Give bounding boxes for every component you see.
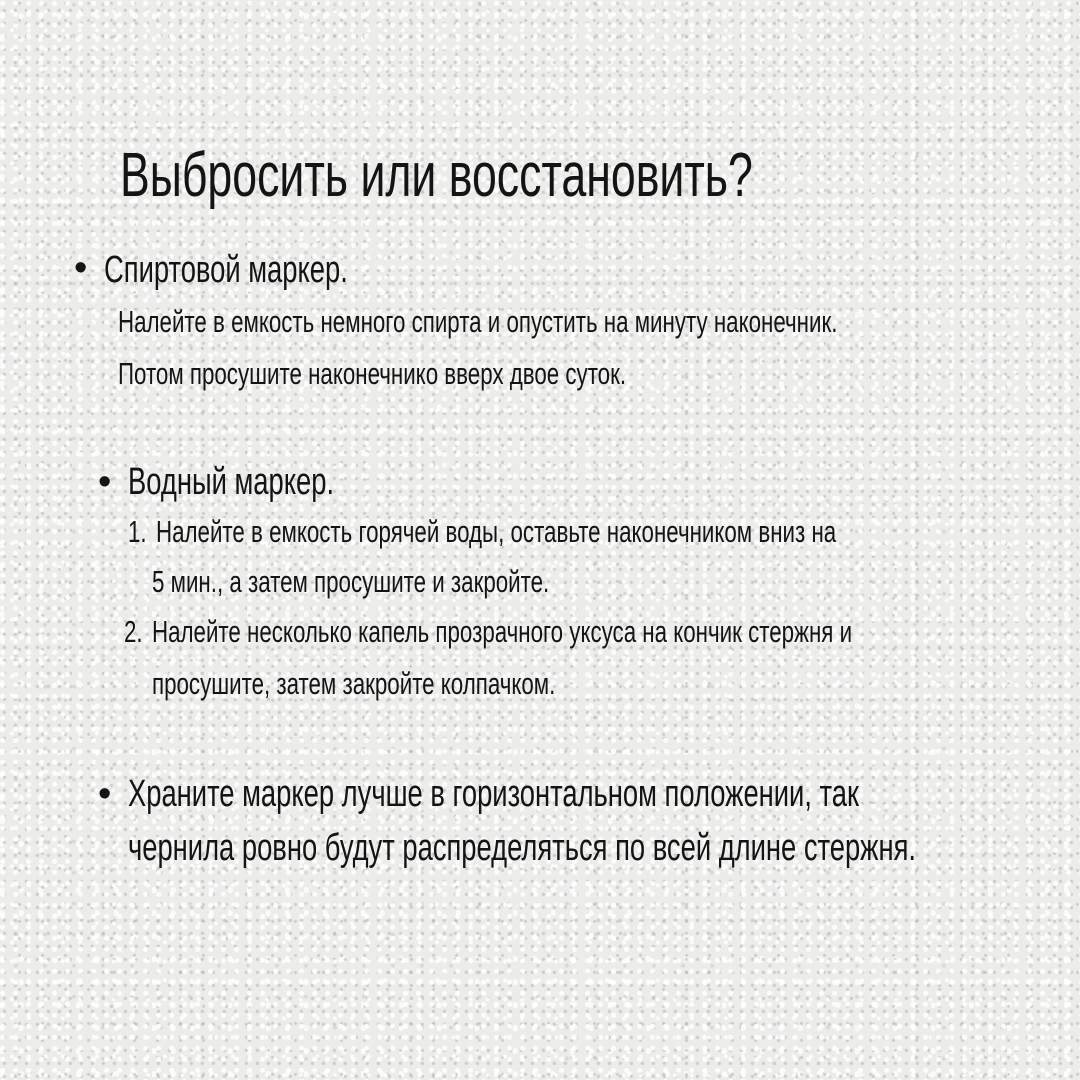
section-text-line: Потом просушите наконечнико вверх двое суток. — [118, 356, 627, 391]
step-text-line: Налейте в емкость горячей воды, оставьте наконечником вниз на — [156, 514, 837, 549]
step-number: 2. — [124, 614, 143, 649]
bullet-icon: • — [74, 247, 88, 289]
section-text-line: чернила ровно будут распределяться по всей длине стержня. — [128, 827, 917, 869]
step-text-line: просушите, затем закройте колпачком. — [152, 666, 556, 701]
step-text-line: Налейте несколько капель прозрачного уксуса на кончик стержня и — [152, 614, 853, 649]
section-text-line: Налейте в емкость немного спирта и опустить на минуту наконечник. — [118, 304, 838, 339]
step-number: 1. — [128, 514, 147, 549]
section-text-line: Храните маркер лучше в горизонтальном положении, так — [128, 773, 859, 815]
step-text-line: 5 мин., а затем просушите и закройте. — [152, 564, 550, 599]
section-heading: Спиртовой маркер. — [104, 249, 348, 291]
page-title: Выбросить или восстановить? — [120, 141, 753, 210]
section-heading: Водный маркер. — [128, 461, 335, 503]
bullet-icon: • — [98, 461, 112, 503]
bullet-icon: • — [98, 773, 112, 815]
